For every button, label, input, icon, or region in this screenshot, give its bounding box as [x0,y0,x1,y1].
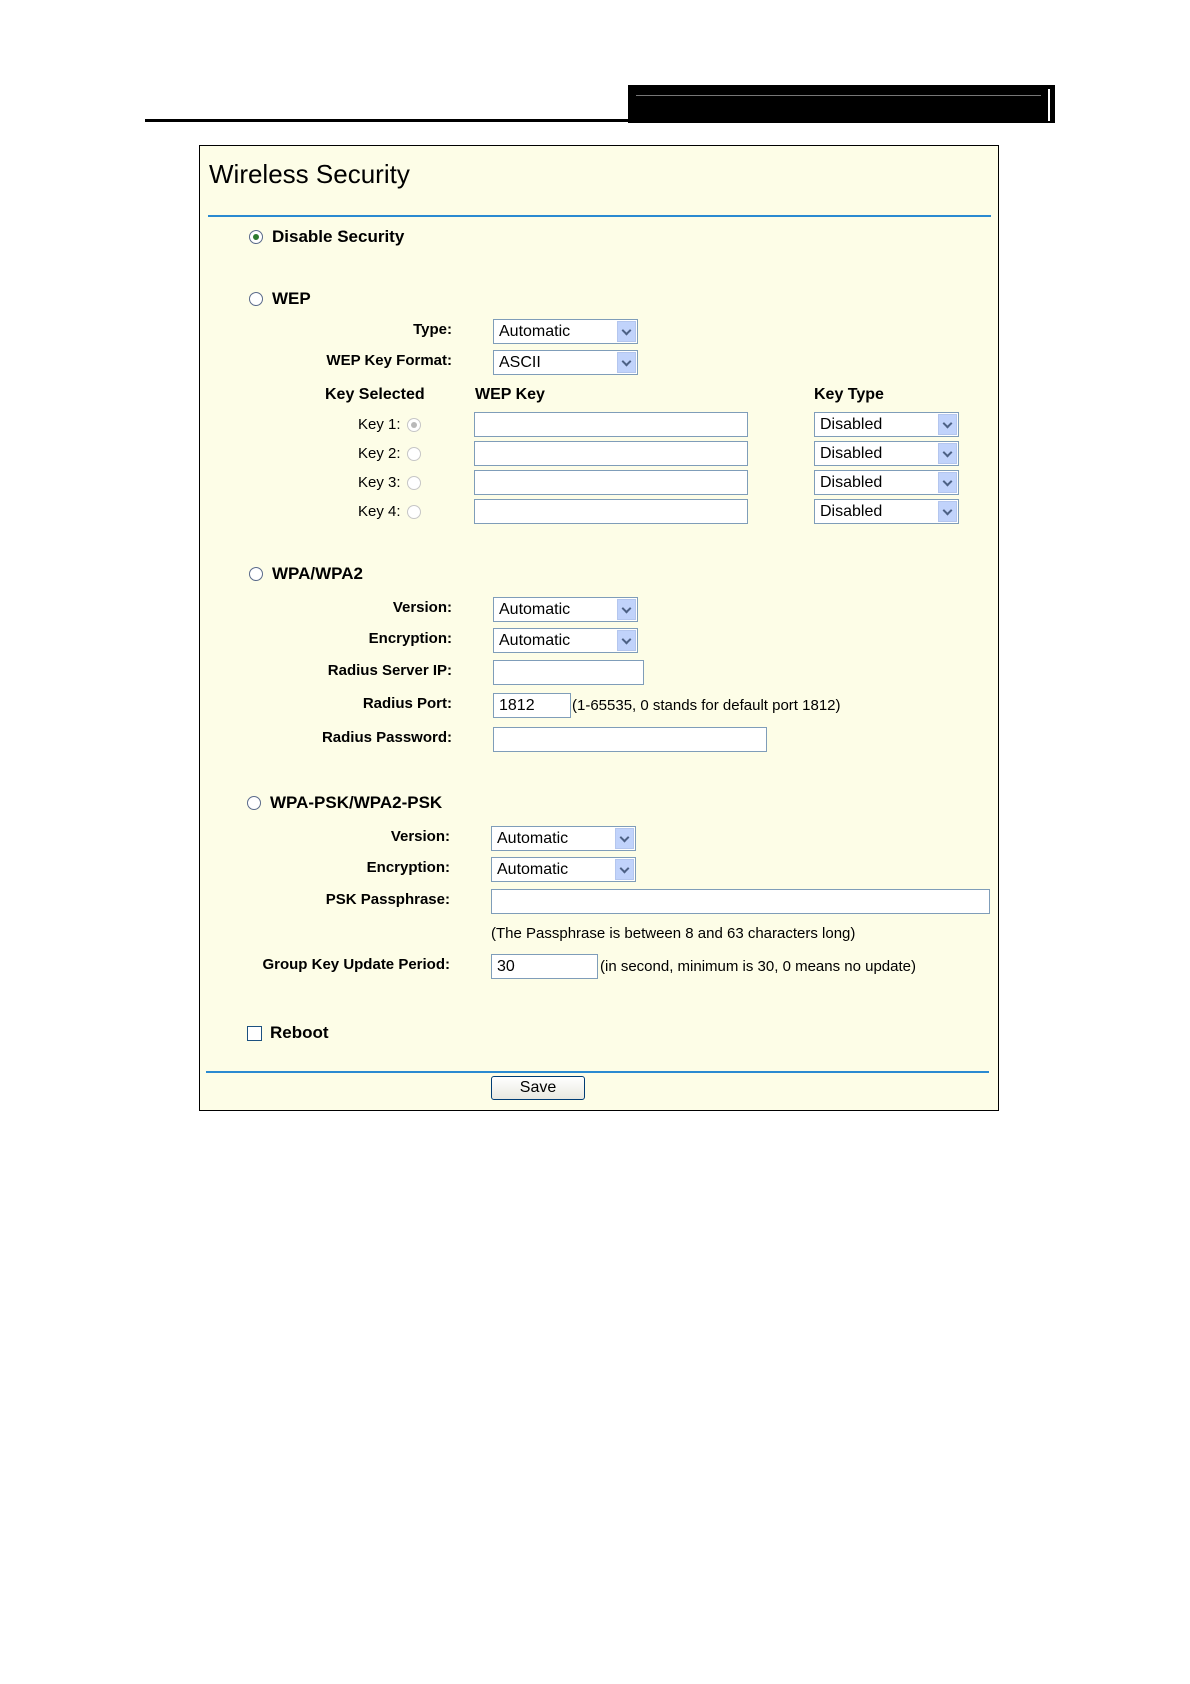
header-bar-line [636,95,1041,96]
chevron-down-icon [615,859,634,880]
header-bar-tick [1048,89,1050,121]
key-3-radio[interactable] [407,476,421,490]
key-1-radio[interactable] [407,418,421,432]
wep-key-header: WEP Key [475,386,545,403]
page-title: Wireless Security [209,159,410,189]
bottom-divider [206,1071,989,1073]
psk-encryption-select[interactable] [491,857,636,882]
wep-label: WEP [272,289,311,308]
key-4-radio[interactable] [407,505,421,519]
wireless-security-panel [199,145,999,1111]
radius-port-hint: (1-65535, 0 stands for default port 1812) [572,697,841,714]
chevron-down-icon [615,828,634,849]
chevron-down-icon [617,321,636,342]
chevron-down-icon [617,352,636,373]
wep-key-3-input[interactable] [474,470,748,495]
key-4-type-select[interactable] [814,499,959,524]
wpa-encryption-select[interactable] [493,628,638,653]
chevron-down-icon [938,414,957,435]
wpa-label: WPA/WPA2 [272,564,363,583]
reboot-checkbox[interactable] [247,1026,262,1041]
psk-version-select[interactable] [491,826,636,851]
group-key-value: 30 [497,958,515,975]
key-selected-header: Key Selected [325,386,425,403]
radius-ip-label: Radius Server IP: [327,662,452,679]
wpa-psk-label: WPA-PSK/WPA2-PSK [270,793,443,812]
radius-port-label: Radius Port: [362,695,452,712]
group-key-label: Group Key Update Period: [262,956,450,973]
key-1-type-value: Disabled [820,416,883,433]
disable-security-radio[interactable] [249,230,263,244]
wep-key-format-label: WEP Key Format: [326,352,452,369]
key-1-type-select[interactable] [814,412,959,437]
key-4-label: Key 4: [358,503,401,520]
disable-security-label: Disable Security [272,227,405,246]
header-bar [628,85,1055,123]
wpa-radio[interactable] [249,567,263,581]
key-2-type-select[interactable] [814,441,959,466]
psk-encryption-label: Encryption: [366,859,450,876]
reboot-label: Reboot [270,1023,329,1042]
wep-radio[interactable] [249,292,263,306]
wep-key-format-select[interactable] [493,350,638,375]
radius-password-input[interactable] [493,727,767,752]
psk-passphrase-input[interactable] [491,889,990,914]
group-key-input[interactable] [491,954,598,979]
psk-version-value: Automatic [497,830,569,847]
wpa-encryption-label: Encryption: [368,630,452,647]
wpa-psk-radio[interactable] [247,796,261,810]
chevron-down-icon [938,501,957,522]
wpa-encryption-value: Automatic [499,632,571,649]
chevron-down-icon [938,443,957,464]
wep-type-label: Type: [413,321,452,338]
wpa-version-select[interactable] [493,597,638,622]
psk-version-label: Version: [390,828,450,845]
wep-key-4-input[interactable] [474,499,748,524]
wep-key-2-input[interactable] [474,441,748,466]
wep-key-1-input[interactable] [474,412,748,437]
wep-key-format-value: ASCII [499,354,541,371]
wpa-version-label: Version: [392,599,452,616]
psk-encryption-value: Automatic [497,861,569,878]
wep-type-select[interactable] [493,319,638,344]
key-2-radio[interactable] [407,447,421,461]
chevron-down-icon [617,599,636,620]
key-3-type-value: Disabled [820,474,883,491]
radius-password-label: Radius Password: [321,729,452,746]
chevron-down-icon [617,630,636,651]
key-2-type-value: Disabled [820,445,883,462]
wpa-version-value: Automatic [499,601,571,618]
key-type-header: Key Type [814,386,884,403]
key-2-label: Key 2: [358,445,401,462]
wep-type-value: Automatic [499,323,571,340]
key-3-label: Key 3: [358,474,401,491]
radius-port-value: 1812 [499,697,535,714]
chevron-down-icon [938,472,957,493]
psk-passphrase-label: PSK Passphrase: [325,891,450,908]
key-4-type-value: Disabled [820,503,883,520]
save-button[interactable]: Save [491,1076,585,1100]
group-key-hint: (in second, minimum is 30, 0 means no update) [600,958,916,975]
key-1-label: Key 1: [358,416,401,433]
psk-passphrase-hint: (The Passphrase is between 8 and 63 characters long) [491,925,856,942]
key-3-type-select[interactable] [814,470,959,495]
radius-ip-input[interactable] [493,660,644,685]
radius-port-input[interactable] [493,693,571,718]
top-divider [208,215,991,217]
